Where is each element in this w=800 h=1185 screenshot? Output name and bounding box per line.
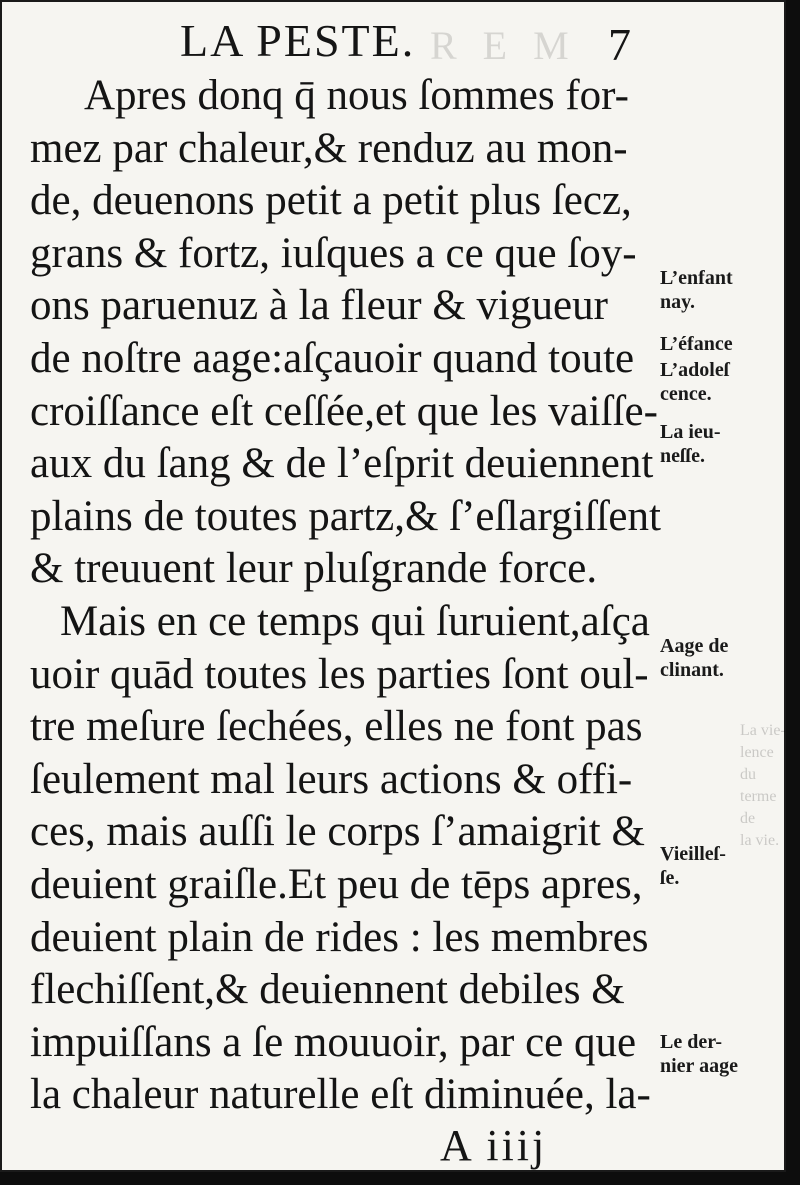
text-line: plains de toutes partz,& ſ’eſlargiſſent (30, 492, 661, 540)
text-line: de noſtre aage:aſçauoir quand toute (30, 334, 635, 382)
show-through-margin: La vie- lence du terme de la vie. (740, 722, 786, 849)
page-edge-right (786, 0, 800, 1185)
text-line: Apres donq q̄ nous ſommes for- (84, 72, 629, 119)
text-line: ons paruenuz à la fleur & vigueur (30, 282, 608, 330)
margin-note-aage-declinant: Aage de clinant. (660, 635, 729, 681)
text-line: impuiſſans a ſe mouuoir, par ce que (30, 1018, 637, 1066)
page-edge-bottom (0, 1172, 800, 1185)
text-line: deuient plain de rides : les membres (30, 913, 649, 961)
text-line: croiſſance eſt ceſſée,et que les vaiſſe- (30, 387, 658, 435)
margin-note-efance: L’éfance (660, 333, 733, 355)
text-line: ces, mais auſſi le corps ſ’amaigrit & (30, 808, 645, 856)
margin-note-enfant: L’enfant nay. (660, 267, 733, 313)
signature-mark: A iiij (440, 1121, 548, 1170)
text-line: ſeulement mal leurs actions & offi- (30, 755, 633, 803)
text-line: Mais en ce temps qui ſuruient,aſça (60, 597, 650, 645)
text-line: deuient graiſle.Et peu de tēps apres, (30, 860, 643, 908)
show-through-text: R E M (430, 23, 577, 68)
page-number: 7 (608, 19, 631, 70)
text-line: tre meſure ſechées, elles ne font pas (30, 703, 643, 751)
text-line: mez par chaleur,& renduz au mon- (30, 124, 628, 172)
text-line: grans & fortz, iuſques a ce que ſoy- (30, 229, 637, 277)
text-line: aux du ſang & de l’eſprit deuiennent (30, 440, 654, 488)
text-line: flechiſſent,& deuiennent debiles & (30, 966, 625, 1014)
running-head: LA PESTE. (180, 15, 416, 66)
margin-note-vieillesse: Vieilleſ- ſe. (660, 843, 726, 889)
margin-note-dernier-aage: Le der- nier aage (660, 1031, 738, 1077)
margin-note-adolescence: L’adoleſ cence. (660, 359, 730, 405)
margin-note-ieunesse: La ieu- neſſe. (660, 421, 721, 467)
text-line: & treuuent leur pluſgrande force. (30, 545, 598, 593)
text-line: de, deuenons petit a petit plus ſecz, (30, 177, 632, 225)
body-text (30, 70, 661, 1122)
text-line: la chaleur naturelle eſt diminuée, la- (30, 1071, 651, 1119)
text-line: uoir quād toutes les parties ſont oul- (30, 650, 649, 698)
